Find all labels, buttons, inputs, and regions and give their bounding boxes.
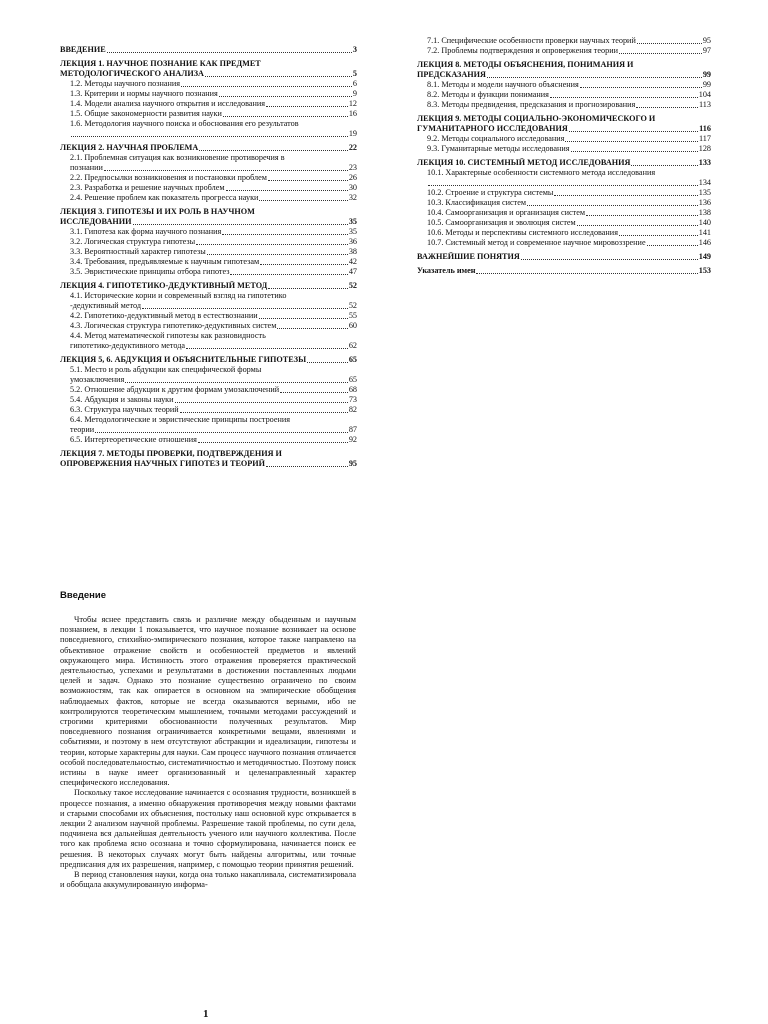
toc-entry-title: 8.1. Методы и модели научного объяснения xyxy=(427,80,579,89)
toc-entry-title: 7.1. Специфические особенности проверки научных теорий xyxy=(427,36,636,45)
introduction-paragraph: Поскольку такое исследование начинается с осознания трудности, возникшей в процессе познания, а именно обнаружения противоречия между новыми фактами и старыми способами их объяснения, постольку наш основной курс открывается в лекции 2 анализом научной проблемы. Разрешение такой проблемы, по сути дела, подчинена вся дальнейшая деятельность ученого или научного коллектива. После того как проблема ясно осознана и точно сформулирована, начинается поиск ее решения. В некоторых случаях могут быть найдены алгоритмы, или точные предписания для их разрешения, например, с помощью теории принятия решений. xyxy=(60,788,356,869)
toc-entry-title: 1.4. Модели анализа научного открытия и исследования xyxy=(70,99,266,108)
toc-page-number: 6 xyxy=(352,79,357,88)
toc-page-number: 3 xyxy=(352,45,357,54)
toc-entry-title: ЛЕКЦИЯ 2. НАУЧНАЯ ПРОБЛЕМА xyxy=(60,143,199,152)
toc-page-number: 38 xyxy=(348,247,357,256)
toc-entry[interactable] xyxy=(60,99,357,109)
toc-page-number: 52 xyxy=(348,281,357,290)
toc-page-number: 30 xyxy=(348,183,357,192)
toc-page-number: 22 xyxy=(348,143,357,152)
toc-entry-title: ПРЕДСКАЗАНИЯ xyxy=(417,70,486,79)
toc-leader-dots xyxy=(619,235,698,236)
toc-entry[interactable] xyxy=(60,79,357,89)
toc-entry-title: 10.5. Самоорганизация и эволюция систем xyxy=(427,218,576,227)
toc-page-number: 134 xyxy=(698,178,711,187)
toc-entry[interactable] xyxy=(60,311,357,321)
toc-page-number: 82 xyxy=(348,405,357,414)
toc-entry-title: ИССЛЕДОВАНИИ xyxy=(60,217,132,226)
toc-page-number: 140 xyxy=(698,218,711,227)
toc-leader-dots xyxy=(196,244,348,245)
toc-leader-dots xyxy=(476,273,697,274)
toc-entry[interactable] xyxy=(60,395,357,405)
toc-leader-dots xyxy=(95,432,348,433)
toc-leader-dots xyxy=(219,96,352,97)
toc-entry-title: 8.3. Методы предвидения, предсказания и прогнозирования xyxy=(427,100,636,109)
toc-page-number: 60 xyxy=(348,321,357,330)
toc-page-number: 16 xyxy=(348,109,357,118)
toc-leader-dots xyxy=(550,97,698,98)
toc-entry[interactable] xyxy=(60,365,357,385)
toc-leader-dots xyxy=(207,254,348,255)
toc-leader-dots xyxy=(230,274,347,275)
toc-page-number: 146 xyxy=(698,238,711,247)
toc-leader-dots xyxy=(637,43,702,44)
toc-entry-title: 9.2. Методы социального исследования xyxy=(427,134,565,143)
toc-entry[interactable] xyxy=(60,267,357,277)
toc-page-number: 62 xyxy=(348,341,357,350)
toc-entry-title: ГУМАНИТАРНОГО ИССЛЕДОВАНИЯ xyxy=(417,124,568,133)
toc-leader-dots xyxy=(175,402,348,403)
toc-entry[interactable] xyxy=(417,218,711,228)
toc-entry[interactable] xyxy=(417,134,711,144)
toc-entry-title: ОПРОВЕРЖЕНИЯ НАУЧНЫХ ГИПОТЕЗ И ТЕОРИЙ xyxy=(60,459,266,468)
toc-entry-title: ЛЕКЦИЯ 10. СИСТЕМНЫЙ МЕТОД ИССЛЕДОВАНИЯ xyxy=(417,158,631,167)
toc-left-column xyxy=(60,41,357,469)
toc-entry-title: 6.3. Структура научных теорий xyxy=(70,405,179,414)
toc-leader-dots xyxy=(268,180,348,181)
toc-entry-title: 7.2. Проблемы подтверждения и опровержения теории xyxy=(427,46,618,55)
toc-entry[interactable] xyxy=(417,238,711,248)
toc-page-number: 65 xyxy=(348,375,357,384)
toc-page-number: 12 xyxy=(348,99,357,108)
toc-page-number: 19 xyxy=(348,129,357,138)
toc-section-heading[interactable] xyxy=(417,252,711,262)
toc-section-heading[interactable] xyxy=(417,114,711,134)
toc-section-heading[interactable] xyxy=(60,355,357,365)
toc-entry-title: 3.4. Требования, предъявляемые к научным гипотезам xyxy=(70,257,260,266)
toc-entry-title: 8.2. Методы и функции понимания xyxy=(427,90,549,99)
introduction-section xyxy=(60,590,356,890)
toc-entry-title-line: ЛЕКЦИЯ 7. МЕТОДЫ ПРОВЕРКИ, ПОДТВЕРЖДЕНИЯ И xyxy=(60,449,282,458)
toc-leader-dots xyxy=(636,107,698,108)
toc-page-number: 65 xyxy=(348,355,357,364)
introduction-title: Введение xyxy=(60,590,107,601)
toc-entry-title-line: 1.6. Методология научного поиска и обоснования его результатов xyxy=(70,119,299,128)
toc-page-number: 99 xyxy=(702,80,711,89)
toc-section-heading[interactable] xyxy=(60,143,357,153)
toc-entry-title: 4.2. Гипотетико-дедуктивный метод в естествознании xyxy=(70,311,258,320)
toc-leader-dots xyxy=(631,165,697,166)
toc-page-number: 42 xyxy=(348,257,357,266)
toc-entry-title-line: ЛЕКЦИЯ 3. ГИПОТЕЗЫ И ИХ РОЛЬ В НАУЧНОМ xyxy=(60,207,255,216)
toc-entry-title-line: 4.4. Метод математической гипотезы как разновидность xyxy=(70,331,266,340)
toc-page-number: 5 xyxy=(352,69,357,78)
toc-leader-dots xyxy=(571,151,698,152)
toc-leader-dots xyxy=(554,195,697,196)
toc-leader-dots xyxy=(307,362,348,363)
toc-entry-title: 5.2. Отношение абдукции к другим формам умозаключений xyxy=(70,385,280,394)
toc-entry[interactable] xyxy=(60,385,357,395)
toc-leader-dots xyxy=(619,53,702,54)
toc-entry[interactable] xyxy=(60,257,357,267)
toc-page-number: 36 xyxy=(348,237,357,246)
toc-entry[interactable] xyxy=(60,321,357,331)
toc-entry[interactable] xyxy=(60,109,357,119)
toc-page-number: 68 xyxy=(348,385,357,394)
toc-entry-title-line: 5.1. Место и роль абдукции как специфической формы xyxy=(70,365,262,374)
toc-leader-dots xyxy=(428,185,698,186)
toc-page-number: 95 xyxy=(348,459,357,468)
toc-leader-dots xyxy=(268,288,348,289)
toc-entry[interactable] xyxy=(60,153,357,173)
toc-entry-title: 3.3. Вероятностный характер гипотезы xyxy=(70,247,206,256)
toc-leader-dots xyxy=(104,170,348,171)
toc-right-column xyxy=(417,36,711,276)
toc-leader-dots xyxy=(527,205,698,206)
toc-leader-dots xyxy=(186,348,348,349)
toc-leader-dots xyxy=(133,224,348,225)
toc-entry[interactable] xyxy=(60,193,357,203)
toc-leader-dots xyxy=(180,412,348,413)
toc-leader-dots xyxy=(577,225,698,226)
toc-entry-title: МЕТОДОЛОГИЧЕСКОГО АНАЛИЗА xyxy=(60,69,204,78)
toc-leader-dots xyxy=(223,116,348,117)
toc-entry[interactable] xyxy=(417,144,711,154)
toc-entry-title: 10.6. Методы и перспективы системного исследования xyxy=(427,228,618,237)
toc-entry-title: 10.7. Системный метод и современное научное мировоззрение xyxy=(427,238,646,247)
toc-entry[interactable] xyxy=(60,227,357,237)
toc-entry[interactable] xyxy=(60,405,357,415)
toc-entry[interactable] xyxy=(60,291,357,311)
toc-entry[interactable] xyxy=(60,415,357,435)
toc-entry-title: 2.3. Разработка и решение научных проблем xyxy=(70,183,225,192)
toc-leader-dots xyxy=(565,141,698,142)
toc-leader-dots xyxy=(125,382,348,383)
toc-entry[interactable] xyxy=(60,89,357,99)
toc-entry-title: 2.4. Решение проблем как показатель прогресса науки xyxy=(70,193,259,202)
toc-page-number: 55 xyxy=(348,311,357,320)
toc-entry[interactable] xyxy=(417,80,711,90)
toc-entry[interactable] xyxy=(417,90,711,100)
toc-entry-title: 3.1. Гипотеза как форма научного познания xyxy=(70,227,222,236)
toc-entry-title-line: 4.1. Исторические корни и современный взгляд на гипотетико xyxy=(70,291,287,300)
toc-entry[interactable] xyxy=(417,208,711,218)
toc-page-number: 149 xyxy=(698,252,711,261)
toc-entry[interactable] xyxy=(417,228,711,238)
toc-leader-dots xyxy=(266,466,348,467)
toc-page-number: 32 xyxy=(348,193,357,202)
toc-entry[interactable] xyxy=(417,198,711,208)
toc-section-heading[interactable] xyxy=(60,281,357,291)
toc-entry[interactable] xyxy=(417,100,711,110)
toc-entry-title: 2.2. Предпосылки возникновения и постановки проблем xyxy=(70,173,267,182)
toc-leader-dots xyxy=(107,52,352,53)
toc-page-number: 99 xyxy=(702,70,711,79)
toc-page-number: 135 xyxy=(698,188,711,197)
toc-entry-title: ЛЕКЦИЯ 5, 6. АБДУКЦИЯ И ОБЪЯСНИТЕЛЬНЫЕ ГИПОТЕЗЫ xyxy=(60,355,307,364)
toc-entry-title-line: ЛЕКЦИЯ 9. МЕТОДЫ СОЦИАЛЬНО-ЭКОНОМИЧЕСКОГО И xyxy=(417,114,656,123)
toc-page-number: 87 xyxy=(348,425,357,434)
toc-entry-title: 9.3. Гуманитарные методы исследования xyxy=(427,144,570,153)
toc-leader-dots xyxy=(260,264,348,265)
toc-entry[interactable] xyxy=(417,168,711,188)
toc-page-number: 153 xyxy=(698,266,711,275)
toc-leader-dots xyxy=(222,234,348,235)
toc-page-number: 35 xyxy=(348,217,357,226)
toc-entry-title: ВВЕДЕНИЕ xyxy=(60,45,106,54)
toc-entry[interactable] xyxy=(60,173,357,183)
toc-leader-dots xyxy=(280,392,348,393)
toc-section-heading[interactable] xyxy=(417,60,711,80)
toc-entry-title: познании xyxy=(70,163,103,172)
toc-leader-dots xyxy=(71,136,348,137)
toc-entry-title: ВАЖНЕЙШИЕ ПОНЯТИЯ xyxy=(417,252,520,261)
toc-entry[interactable] xyxy=(60,331,357,351)
toc-entry-title: -дедуктивный метод xyxy=(70,301,141,310)
toc-page-number: 95 xyxy=(702,36,711,45)
toc-page-number: 136 xyxy=(698,198,711,207)
toc-page-number: 141 xyxy=(698,228,711,237)
toc-page-number: 47 xyxy=(348,267,357,276)
toc-entry[interactable] xyxy=(60,119,357,139)
toc-leader-dots xyxy=(226,190,348,191)
toc-leader-dots xyxy=(266,106,348,107)
toc-entry-title: 3.2. Логическая структура гипотезы xyxy=(70,237,196,246)
toc-page-number: 9 xyxy=(352,89,357,98)
toc-page-number: 52 xyxy=(348,301,357,310)
toc-entry-title-line: ЛЕКЦИЯ 8. МЕТОДЫ ОБЪЯСНЕНИЯ, ПОНИМАНИЯ И xyxy=(417,60,634,69)
toc-entry-title: гипотетико-дедуктивного метода xyxy=(70,341,186,350)
toc-entry-title: Указатель имен xyxy=(417,266,476,275)
toc-section-heading[interactable] xyxy=(417,158,711,168)
toc-leader-dots xyxy=(277,328,347,329)
toc-entry[interactable] xyxy=(60,247,357,257)
toc-entry-title: 10.4. Самоорганизация и организация систем xyxy=(427,208,586,217)
toc-entry-title-line: 2.1. Проблемная ситуация как возникновение противоречия в xyxy=(70,153,285,162)
toc-page-number: 133 xyxy=(698,158,711,167)
toc-page-number: 104 xyxy=(698,90,711,99)
toc-entry-title-line: 10.1. Характерные особенности системного метода исследования xyxy=(427,168,656,177)
toc-leader-dots xyxy=(181,86,352,87)
toc-entry-title: теории xyxy=(70,425,95,434)
toc-leader-dots xyxy=(205,76,352,77)
toc-entry-title: 10.3. Классификация систем xyxy=(427,198,527,207)
toc-section-heading[interactable] xyxy=(60,207,357,227)
toc-page-number: 97 xyxy=(702,46,711,55)
introduction-paragraph: Чтобы яснее представить связь и различие между обыденным и научным познанием, в лекции 1 показывается, что научное познание возникает на основе повседневного, стихийно-эмпирического познания, которое также направлено на объективное отражение свойств и особенностей предметов и явлений окружающего мира. Истинность этого отражения проверяется практической деятельностью, успехами и результатами в достижении поставленных людьми целей и задач. Однако это познание существенно ограничено по своим возможностям, так как опирается в основном на эмпирические обобщения наблюдаемых фактов, которые не всегда оказываются верными, ибо не контролируются теоретическим мышлением, точными методами рассуждений и строгими критериями обоснованности полученных результатов. Мир повседневного познания ограничивается конкретными вещами, явлениями и событиями, и поэтому в нем отсутствуют абстракции и идеализации, гипотезы и теории, которые характерны для науки. Сам процесс научного познания отличается особой последовательностью, систематичностью и методичностью. Поэтому поиск истины в науке имеет организованный и целенаправленный характер специфического исследования. xyxy=(60,615,357,788)
toc-section-heading[interactable] xyxy=(60,59,357,79)
toc-leader-dots xyxy=(142,308,348,309)
toc-leader-dots xyxy=(586,215,698,216)
toc-page-number: 117 xyxy=(699,134,711,143)
toc-section-heading[interactable] xyxy=(60,449,357,469)
toc-entry-title: ЛЕКЦИЯ 4. ГИПОТЕТИКО-ДЕДУКТИВНЫЙ МЕТОД xyxy=(60,281,268,290)
toc-page-number: 26 xyxy=(348,173,357,182)
toc-leader-dots xyxy=(580,87,702,88)
toc-page-number: 92 xyxy=(348,435,357,444)
toc-leader-dots xyxy=(647,245,698,246)
toc-entry[interactable] xyxy=(60,237,357,247)
toc-leader-dots xyxy=(199,150,348,151)
toc-entry-title: 6.5. Интертеоретические отношения xyxy=(70,435,197,444)
toc-section-heading[interactable] xyxy=(417,266,711,276)
page-number: 1 xyxy=(203,1008,209,1020)
toc-entry-title: 5.4. Абдукция и законы науки xyxy=(70,395,174,404)
toc-page-number: 138 xyxy=(698,208,711,217)
toc-leader-dots xyxy=(487,77,702,78)
toc-entry-title: 1.5. Общие закономерности развития науки xyxy=(70,109,222,118)
toc-entry-title-line: 6.4. Методологические и эвристические принципы построения xyxy=(70,415,291,424)
toc-section-heading[interactable] xyxy=(60,45,357,55)
toc-entry-title: 1.3. Критерии и нормы научного познания xyxy=(70,89,218,98)
toc-page-number: 35 xyxy=(348,227,357,236)
toc-page-number: 23 xyxy=(348,163,357,172)
toc-page-number: 73 xyxy=(348,395,357,404)
toc-entry[interactable] xyxy=(417,36,711,46)
toc-entry[interactable] xyxy=(417,46,711,56)
toc-entry-title: 4.3. Логическая структура гипотетико-дедуктивных систем xyxy=(70,321,277,330)
toc-page-number: 128 xyxy=(698,144,711,153)
toc-page-number: 113 xyxy=(699,100,711,109)
toc-entry[interactable] xyxy=(60,435,357,445)
toc-entry-title: 3.5. Эвристические принципы отбора гипотез xyxy=(70,267,230,276)
introduction-paragraph: В период становления науки, когда она только накапливала, систематизировала и обобщала аккумулированную информа- xyxy=(60,870,356,890)
toc-leader-dots xyxy=(259,200,347,201)
toc-entry[interactable] xyxy=(60,183,357,193)
toc-leader-dots xyxy=(198,442,348,443)
toc-entry[interactable] xyxy=(417,188,711,198)
toc-leader-dots xyxy=(259,318,348,319)
toc-entry-title: 1.2. Методы научного познания xyxy=(70,79,181,88)
toc-entry-title: 10.2. Строение и структура системы xyxy=(427,188,554,197)
toc-page-number: 116 xyxy=(699,124,711,133)
toc-entry-title: умозаключения xyxy=(70,375,125,384)
toc-leader-dots xyxy=(521,259,698,260)
toc-leader-dots xyxy=(569,131,698,132)
toc-entry-title-line: ЛЕКЦИЯ 1. НАУЧНОЕ ПОЗНАНИЕ КАК ПРЕДМЕТ xyxy=(60,59,261,68)
